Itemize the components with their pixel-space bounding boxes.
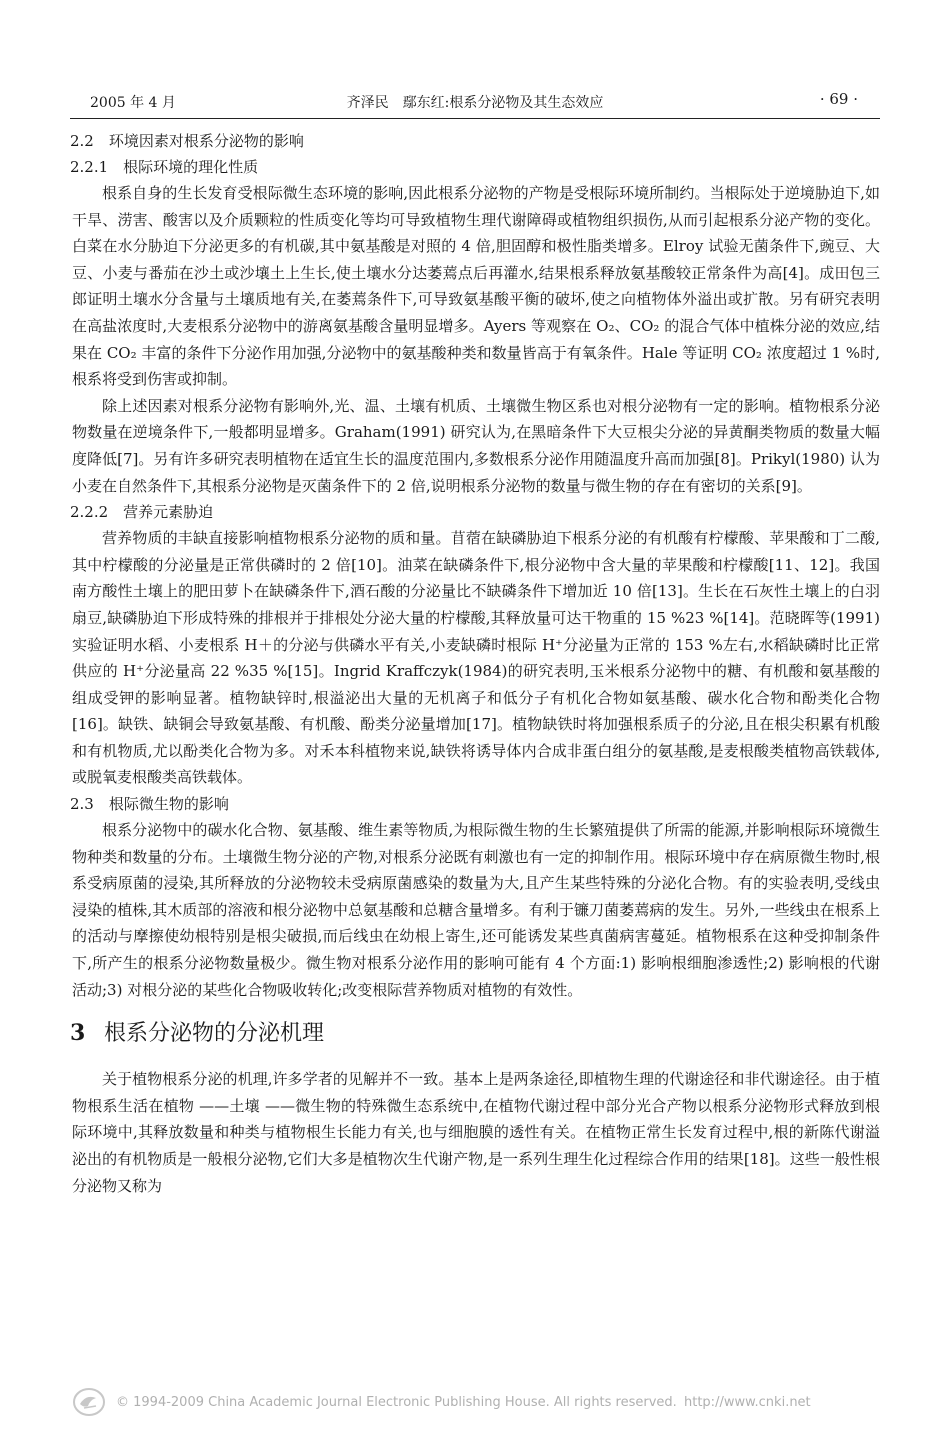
chapter-title: 根系分泌物的分泌机理 [104,1021,325,1047]
body-paragraph: 根系自身的生长发育受根际微生态环境的影响,因此根系分泌物的产物是受根际环境所制约。当根际处于逆境胁迫下,如干旱、涝害、酸害以及介质颗粒的性质变化等均可导致植物生理代谢障碍或植物组织损伤,从而引起根系分泌产物的变化。白菜在水分胁迫下分泌更多的有机碳,其中氨基酸是对照的 4 倍,胆固醇和极性脂类增多。Elroy 试验无菌条件下,豌豆、大豆、小麦与番茄在沙土或沙壤土上生长,使土壤水分达萎蔫点后再灌水,结果根系释放氨基酸较正常条件为高[4]。成田包三郎证明土壤水分含量与土壤质地有关,在萎蔫条件下,可导致氨基酸平衡的破坏,使之向植物体外溢出或扩散。另有研究表明在高盐浓度时,大麦根系分泌物中的游离氨基酸含量明显增多。Ayers 等观察在 O₂、CO₂ 的混合气体中植株分泌的效应,结果在 CO₂ 丰富的条件下分泌作用加强,分泌物中的氨基酸种类和数量皆高于有氧条件。Hale 等证明 CO₂ 浓度超过 1 %时,根系将受到伤害或抑制。 [72,184,880,389]
copyright-text: © 1994-2009 China Academic Journal Electronic Publishing House. All rights reserved. [116,1395,677,1410]
section-heading: 2.3 根际微生物的影响 [70,795,229,814]
page-number: · 69 · [819,90,858,108]
section-heading: 2.2 环境因素对根系分泌物的影响 [70,132,304,150]
chapter-heading [70,1013,882,1054]
section-heading: 2.2.1 根际环境的理化性质 [70,158,259,176]
chapter-number: 3 [70,1020,86,1047]
article-body [70,128,882,1199]
cnki-url-link[interactable]: http://www.cnki.net [684,1395,811,1410]
body-paragraph: 根系分泌物中的碳水化合物、氨基酸、维生素等物质,为根际微生物的生长繁殖提供了所需的能源,并影响根际环境微生物种类和数量的分布。土壤微生物分泌的产物,对根系分泌既有刺激也有一定的抑制作用。根际环境中存在病原微生物时,根系受病原菌的浸染,其所释放的分泌物较未受病原菌感染的数量为大,且产生某些特殊的分泌化合物。有的实验表明,受线虫浸染的植株,其木质部的溶液和根分泌物中总氨基酸和总糖含量增多。有利于镰刀菌萎蔫病的发生。另外,一些线虫在根系上的活动与摩擦使幼根特别是根尖破损,而后线虫在幼根上寄生,还可能诱发某些真菌病害蔓延。植物根系在这种受抑制条件下,所产生的根系分泌物数量极少。微生物对根系分泌作用的影响可能有 4 个方面:1) 影响根细胞渗透性;2) 影响根的代谢活动;3) 对根分泌的某些化合物吸收转化;改变根际营养物质对植物的有效性。 [72,821,880,999]
copyright-footer [72,1386,872,1420]
body-paragraph: 除上述因素对根系分泌物有影响外,光、温、土壤有机质、土壤微生物区系也对根分泌物有一定的影响。植物根系分泌物数量在逆境条件下,一般都明显增多。Graham(1991) 研究认为,在黑暗条件下大豆根尖分泌的异黄酮类物质的数量大幅度降低[7]。另有许多研究表明植物在适宜生长的温度范围内,多数根系分泌作用随温度升高而加强[8]。Prikyl(1980) 认为小麦在自然条件下,其根系分泌物是灭菌条件下的 2 倍,说明根系分泌物的数量与微生物的存在有密切的关系[9]。 [72,396,880,495]
body-paragraph: 营养物质的丰缺直接影响植物根系分泌物的质和量。苜蓿在缺磷胁迫下根系分泌的有机酸有柠檬酸、苹果酸和丁二酸,其中柠檬酸的分泌量是正常供磷时的 2 倍[10]。油菜在缺磷条件下,根分泌物中含大量的苹果酸和柠檬酸[11、12]。我国南方酸性土壤上的肥田萝卜在缺磷条件下,酒石酸的分泌量比不缺磷条件下增加近 10 倍[13]。生长在石灰性土壤上的白羽扇豆,缺磷胁迫下形成特殊的排根并于排根处分泌大量的柠檬酸,其释放量可达干物重的 15 %23 %[14]。范晓晖等(1991)实验证明水稻、小麦根系 H＋的分泌与供磷水平有关,小麦缺磷时根际 H⁺分泌量为正常的 153 %左右,水稻缺磷时比正常供应的 H⁺分泌量高 22 %35 %[15]。Ingrid Kraffczyk(1984)的研究表明,玉米根系分泌物中的糖、有机酸和氨基酸的组成受钾的影响显著。植物缺锌时,根溢泌出大量的无机离子和低分子有机化合物如氨基酸、碳水化合物和酚类化合物[16]。缺铁、缺铜会导致氨基酸、有机酸、酚类分泌量增加[17]。植物缺铁时将加强根系质子的分泌,且在根尖积累有机酸和有机物质,尤以酚类化合物为多。对禾本科植物来说,缺铁将诱导体内合成非蛋白组分的氨基酸,是麦根酸类植物高铁载体,或脱氧麦根酸类高铁载体。 [72,529,880,787]
section-heading: 2.2.2 营养元素胁迫 [70,503,214,522]
issue-date: 2005 年 4 月 [90,95,176,111]
article-running-title: 齐泽民 鄢东红:根系分泌物及其生态效应 [346,95,604,111]
cnki-logo-icon [72,1386,106,1418]
body-paragraph: 关于植物根系分泌的机理,许多学者的见解并不一致。基本上是两条途径,即植物生理的代谢途径和非代谢途径。由于植物根系生活在植物 ——土壤 ——微生物的特殊微生态系统中,在植物代谢过程中部分光合产物以根系分泌物形式释放到根际环境中,其释放数量和种类与植物根生长能力有关,也与细胞膜的透性有关。在植物正常生长发育过程中,根的新陈代谢溢泌出的有机物质是一般根分泌物,它们大多是植物次生代谢产物,是一系列生理生化过程综合作用的结果[18]。这些一般性根分泌物又称为 [72,1070,880,1195]
running-header [70,88,880,119]
